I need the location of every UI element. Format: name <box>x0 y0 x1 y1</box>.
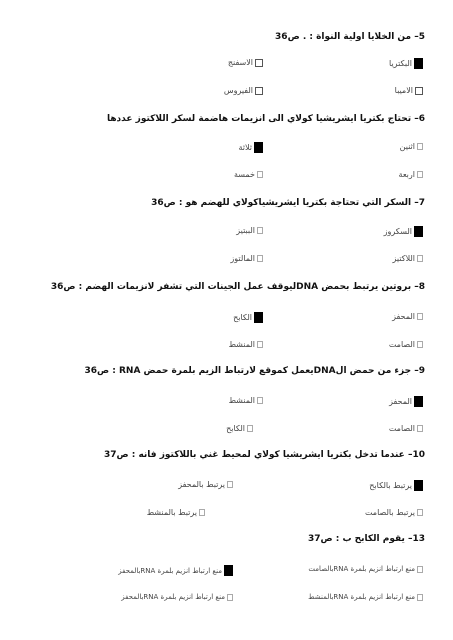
q7-option-d-label: المالتوز <box>230 254 255 263</box>
q7-option-b-checkbox[interactable] <box>257 227 263 234</box>
q5-option-d-label: الفيروس <box>223 86 253 95</box>
q9-option-a-checkbox[interactable] <box>414 396 423 407</box>
q10-option-a-checkbox[interactable] <box>414 480 423 491</box>
q6-option-c[interactable] <box>399 170 423 179</box>
q6-option-c-checkbox[interactable] <box>417 171 423 178</box>
q9-option-d-label: الكابح <box>226 424 245 433</box>
q7-option-d[interactable] <box>230 254 263 263</box>
q7-option-c[interactable] <box>393 254 423 263</box>
q6-option-d[interactable] <box>234 170 263 179</box>
q7-option-d-checkbox[interactable] <box>257 255 263 262</box>
q8-option-b-label: الكابح <box>233 313 252 322</box>
q13-option-a-checkbox[interactable] <box>417 566 423 573</box>
q10-option-c-label: يرتبط بالصامت <box>364 508 415 517</box>
q7-option-c-label: اللاكتيز <box>392 254 415 263</box>
q5-option-a-label: البكتريا <box>389 59 412 68</box>
q13-option-d-checkbox[interactable] <box>227 594 233 601</box>
question-6-stem: 6– تحتاج بكتريا ايشريشيا كولاي الى انزيمات هاضمة لسكر اللاكتوز عددها <box>106 114 425 124</box>
q9-option-b-checkbox[interactable] <box>257 397 263 404</box>
q9-option-b[interactable] <box>229 396 263 405</box>
q9-option-a[interactable] <box>389 396 423 407</box>
q9-option-a-label: المحفز <box>389 397 412 406</box>
q13-option-b-checkbox[interactable] <box>224 565 233 576</box>
q5-option-b-label: الاسفنج <box>227 58 253 67</box>
q10-option-a-label: يرتبط بالكابح <box>369 481 412 490</box>
q6-option-c-label: اربعة <box>398 170 415 179</box>
q5-option-c-checkbox[interactable] <box>415 87 423 95</box>
q8-option-a[interactable] <box>392 312 423 321</box>
q8-option-c-checkbox[interactable] <box>417 341 423 348</box>
q5-option-b-checkbox[interactable] <box>255 59 263 67</box>
q5-option-c[interactable] <box>395 86 423 95</box>
q13-option-d-label: منع ارتباط انزيم بلمرة RNAبالمحفز <box>121 593 225 601</box>
q10-option-d-label: يرتبط بالمنشط <box>146 508 197 517</box>
question-5-stem: 5– من الخلايا اولية النواة : . ص36 <box>275 32 425 42</box>
q8-option-a-checkbox[interactable] <box>417 313 423 320</box>
q10-option-d-checkbox[interactable] <box>199 509 205 516</box>
question-9-stem: 9– جزء من حمض الDNAيعمل كموقع لارتباط الزيم بلمرة حمض RNA : ص36 <box>84 366 425 376</box>
q9-option-c-label: الصامت <box>388 424 415 433</box>
q9-option-d[interactable] <box>226 424 253 433</box>
q5-option-c-label: الاميبا <box>394 86 413 95</box>
q9-option-c[interactable] <box>389 424 423 433</box>
q7-option-a-checkbox[interactable] <box>414 226 423 237</box>
q6-option-d-checkbox[interactable] <box>257 171 263 178</box>
q13-option-b-label: منع ارتباط انزيم بلمرة RNAبالمحفز <box>118 566 222 575</box>
q9-option-d-checkbox[interactable] <box>247 425 253 432</box>
q5-option-b[interactable] <box>228 58 263 67</box>
q13-option-c[interactable] <box>308 593 423 601</box>
q6-option-b-checkbox[interactable] <box>254 142 263 153</box>
q7-option-b-label: الببتيز <box>236 226 255 235</box>
q8-option-c-label: الصامت <box>388 340 415 349</box>
q7-option-a-label: السكروز <box>383 227 412 236</box>
q13-option-a[interactable] <box>308 565 423 573</box>
q8-option-b[interactable] <box>233 312 263 323</box>
q13-option-b[interactable] <box>118 565 233 576</box>
q13-option-c-label: منع ارتباط انزيم بلمرة RNAبالمنشط <box>308 593 415 601</box>
q5-option-a[interactable] <box>389 58 423 69</box>
q7-option-a[interactable] <box>384 226 423 237</box>
q6-option-b[interactable] <box>238 142 263 153</box>
q8-option-b-checkbox[interactable] <box>254 312 263 323</box>
question-13-stem: 13– يقوم الكابح ب : ص37 <box>307 534 425 544</box>
q7-option-b[interactable] <box>236 226 263 235</box>
q13-option-d[interactable] <box>121 593 233 601</box>
q9-option-c-checkbox[interactable] <box>417 425 423 432</box>
q6-option-b-label: ثلاثة <box>238 143 252 152</box>
q8-option-d[interactable] <box>229 340 263 349</box>
q10-option-c-checkbox[interactable] <box>417 509 423 516</box>
q8-option-c[interactable] <box>389 340 423 349</box>
q6-option-d-label: خمسة <box>234 170 255 179</box>
question-7-stem: 7– السكر التي تحتاجة بكتريا ايشريشياكولاي للهضم هو : ص36 <box>151 198 425 208</box>
q13-option-a-label: منع ارتباط انزيم بلمرة RNAبالصامت <box>308 565 415 573</box>
q8-option-d-label: المنشط <box>228 340 255 349</box>
q6-option-a-label: اثنين <box>399 142 415 151</box>
question-10-stem: 10– عندما تدخل بكتريا ايشريشيا كولاي لمحيط غني باللاكتوز فانه : ص37 <box>103 450 425 460</box>
question-8-stem: 8– بروتين يرتبط بحمض DNAليوقف عمل الجينات التي تشفر لانزيمات الهضم : ص36 <box>50 282 425 292</box>
q6-option-a-checkbox[interactable] <box>417 143 423 150</box>
q10-option-b-label: يرتبط بالمحفز <box>178 480 225 489</box>
q10-option-c[interactable] <box>365 508 423 517</box>
q7-option-c-checkbox[interactable] <box>417 255 423 262</box>
q8-option-d-checkbox[interactable] <box>257 341 263 348</box>
q8-option-a-label: المحفز <box>392 312 415 321</box>
q10-option-a[interactable] <box>369 480 423 491</box>
q6-option-a[interactable] <box>400 142 423 151</box>
q13-option-c-checkbox[interactable] <box>417 594 423 601</box>
q10-option-d[interactable] <box>147 508 205 517</box>
q10-option-b-checkbox[interactable] <box>227 481 233 488</box>
q5-option-d[interactable] <box>224 86 263 95</box>
q5-option-d-checkbox[interactable] <box>255 87 263 95</box>
q9-option-b-label: المنشط <box>228 396 255 405</box>
q10-option-b[interactable] <box>178 480 233 489</box>
q5-option-a-checkbox[interactable] <box>414 58 423 69</box>
